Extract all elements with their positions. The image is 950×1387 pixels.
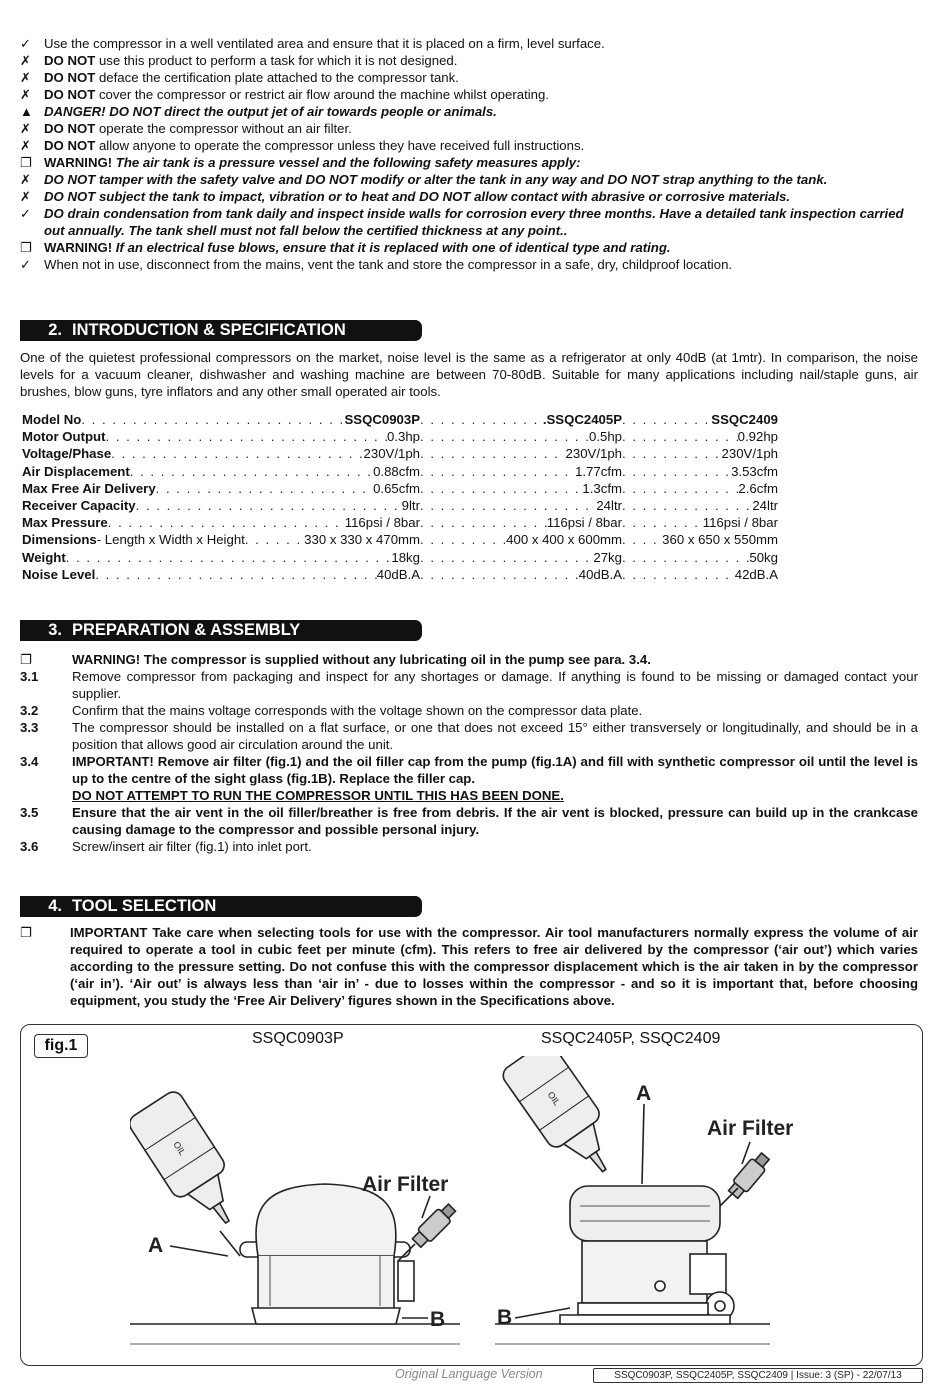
spec-leader-dots — [420, 549, 593, 566]
step-item — [20, 668, 918, 702]
spec-leader-dots — [622, 497, 752, 514]
safety-symbol-icon: ❐ — [20, 240, 32, 255]
spec-value: 0.3hp — [386, 429, 420, 445]
safety-item — [20, 52, 920, 69]
intro-paragraph: One of the quietest professional compressors on the market, noise level is the same as a refrigerator at only 40dB (at 1mtr). In comparison, the noise levels for a vacuum cleaner, dishwasher and washing machine are between 70-80dB. Suitable for many applications including nail/staple guns, air brushes, blow guns, tyre inflators and any other small operated air tools. — [20, 350, 918, 399]
safety-symbol-icon: ✗ — [20, 70, 31, 85]
step-item — [20, 804, 918, 838]
spec-row — [22, 411, 778, 428]
label-a-small: A — [148, 1234, 164, 1257]
safety-symbol-icon: ✓ — [20, 206, 31, 221]
figure-illustration — [130, 1056, 920, 1361]
spec-value: 0.88cfm — [373, 463, 420, 479]
spec-label: Dimensions — [22, 532, 97, 548]
compressor-large-illustration — [495, 1056, 793, 1344]
spec-value: 400 x 400 x 600mm — [506, 532, 622, 548]
safety-item — [20, 137, 920, 154]
safety-symbol-icon: ✓ — [20, 257, 31, 272]
spec-row — [22, 531, 778, 548]
oil-bottle-label-large: OIL — [545, 1089, 563, 1108]
tool-selection-note — [20, 924, 918, 1009]
spec-value: 18kg — [391, 549, 420, 565]
step-number: 3.3 — [20, 720, 39, 735]
spec-value: 116psi / 8bar — [546, 515, 622, 531]
safety-text: DO NOT deface the certification plate attached to the compressor tank. — [44, 70, 459, 85]
spec-row — [22, 428, 778, 445]
step-number: 3.6 — [20, 839, 39, 854]
safety-item — [20, 171, 920, 188]
section-3-warning — [20, 651, 918, 668]
spec-value: 1.3cfm — [582, 480, 622, 496]
safety-item — [20, 120, 920, 137]
step-number: 3.4 — [20, 754, 39, 769]
spec-leader-dots — [622, 549, 749, 566]
spec-value: SSQC0903P — [344, 412, 420, 427]
spec-leader-dots — [420, 531, 506, 548]
safety-text: DO NOT tamper with the safety valve and DO NOT modify or alter the tank in any way and DO NOT strap anything to the tank. — [44, 172, 828, 187]
spec-value: 40dB.A — [578, 566, 622, 582]
spec-value: 27kg — [593, 549, 622, 565]
spec-label: Weight — [22, 549, 66, 565]
spec-value: 1.77cfm — [575, 463, 622, 479]
air-filter-label-large: Air Filter — [707, 1117, 794, 1140]
spec-leader-dots — [420, 463, 575, 480]
safety-item — [20, 69, 920, 86]
safety-symbol-icon: ❐ — [20, 155, 32, 170]
spec-value: .SSQC2405P — [542, 412, 622, 427]
safety-text: DO drain condensation from tank daily and inspect inside walls for corrosion every three months. Have a detailed tank inspection carried out annually. The tank shell must not fall below the certified thickness at any point.. — [44, 206, 904, 238]
spec-value: 230V/1ph — [565, 446, 622, 462]
spec-value: 360 x 650 x 550mm — [662, 532, 778, 548]
section-3-number: 3. — [48, 621, 62, 639]
section-4-title: TOOL SELECTION — [72, 897, 217, 915]
spec-leader-dots — [66, 549, 392, 566]
safety-text: WARNING! If an electrical fuse blows, ensure that it is replaced with one of identical type and rating. — [44, 240, 671, 255]
section-4-header — [20, 896, 422, 917]
spec-leader-dots — [622, 428, 738, 445]
spec-label: Max Free Air Delivery — [22, 480, 156, 496]
safety-text: DANGER! DO NOT direct the output jet of air towards people or animals. — [44, 104, 497, 119]
spec-label: Noise Level — [22, 566, 96, 582]
spec-value: SSQC2409 — [711, 412, 778, 427]
safety-text: DO NOT operate the compressor without an air filter. — [44, 121, 352, 136]
safety-item — [20, 205, 920, 239]
spec-leader-dots — [95, 566, 376, 583]
spec-row — [22, 445, 778, 462]
compressor-small-illustration — [130, 1088, 460, 1344]
spec-leader-dots — [622, 445, 722, 462]
safety-item — [20, 35, 920, 52]
spec-value: 24ltr — [596, 497, 622, 513]
spec-label: Receiver Capacity — [22, 497, 136, 513]
figure-label: fig.1 — [34, 1034, 88, 1058]
step-text: Confirm that the mains voltage corresponds with the voltage shown on the compressor data plate. — [72, 703, 643, 718]
step-item — [20, 838, 918, 855]
spec-leader-dots — [108, 514, 345, 531]
footer-language-note: Original Language Version — [395, 1367, 543, 1381]
spec-leader-dots — [622, 411, 711, 428]
spec-row — [22, 480, 778, 497]
spec-row — [22, 463, 778, 480]
safety-text: DO NOT cover the compressor or restrict air flow around the machine whilst operating. — [44, 87, 549, 102]
safety-item — [20, 86, 920, 103]
safety-item — [20, 239, 920, 256]
spec-value: 3.53cfm — [731, 463, 778, 479]
spec-value: 116psi / 8bar — [344, 515, 420, 531]
spec-leader-dots — [622, 463, 731, 480]
safety-text: DO NOT subject the tank to impact, vibration or to heat and DO NOT allow contact with abrasive or corrosive materials. — [44, 189, 790, 204]
spec-leader-dots — [156, 480, 373, 497]
spec-label-note: - Length x Width x Height — [96, 532, 245, 548]
spec-leader-dots — [420, 445, 566, 462]
safety-symbol-icon: ✗ — [20, 172, 31, 187]
step-item — [20, 753, 918, 804]
safety-symbol-icon: ✗ — [20, 121, 31, 136]
oil-bottle-label-small: OIL — [171, 1139, 188, 1158]
safety-symbol-icon: ✓ — [20, 36, 31, 51]
safety-symbol-icon: ✗ — [20, 189, 31, 204]
spec-leader-dots — [420, 566, 579, 583]
spec-leader-dots — [622, 566, 735, 583]
step-text: Screw/insert air filter (fig.1) into inlet port. — [72, 839, 312, 854]
spec-value: 2.6cfm — [738, 480, 778, 496]
spec-leader-dots — [136, 497, 402, 514]
spec-leader-dots — [245, 531, 304, 548]
spec-value: 116psi / 8bar — [702, 515, 778, 531]
spec-leader-dots — [130, 463, 373, 480]
tool-selection-text: IMPORTANT Take care when selecting tools for use with the compressor. Air tool manufacturers normally express the volume of air required to operate a tool in cubic feet per minute (cfm). This refers to free air delivered by the compressor (‘air out’) which varies according to the pressure setting. Do not confuse this with the compressor displacement which is the air taken in by the compressor (‘air in’). ‘Air out’ is always less than ‘air in’ - due to losses within the compressor - and so it is important that, before choosing equipment, you study the ‘Free Air Delivery’ figures shown in the Specifications above. — [70, 925, 918, 1008]
spec-label: Voltage/Phase — [22, 446, 112, 462]
spec-value: 24ltr — [752, 497, 778, 513]
section-2-header — [20, 320, 422, 341]
label-a-large: A — [636, 1082, 652, 1105]
section-4-number: 4. — [48, 897, 62, 915]
figure-caption-right: SSQC2405P, SSQC2409 — [541, 1030, 721, 1047]
spec-leader-dots — [106, 428, 387, 445]
spec-value: 0.5hp — [588, 429, 622, 445]
step-number: 3.1 — [20, 669, 39, 684]
spec-row — [22, 514, 778, 531]
spec-leader-dots — [622, 531, 662, 548]
spec-label: Model No — [22, 412, 82, 427]
step-text: Remove compressor from packaging and inspect for any shortages or damage. If anything is found to be missing or damaged contact your supplier. — [72, 669, 918, 701]
safety-item — [20, 154, 920, 171]
spec-leader-dots — [420, 480, 582, 497]
spec-table — [22, 411, 778, 583]
safety-symbol-icon: ✗ — [20, 138, 31, 153]
section-3-warning-text: WARNING! The compressor is supplied without any lubricating oil in the pump see para. 3.4. — [72, 652, 651, 667]
safety-symbol-icon: ▲ — [20, 104, 33, 119]
safety-text: DO NOT use this product to perform a task for which it is not designed. — [44, 53, 458, 68]
spec-value: 230V/1ph — [363, 446, 420, 462]
safety-text: When not in use, disconnect from the mains, vent the tank and store the compressor in a safe, dry, childproof location. — [44, 257, 733, 272]
spec-value: 50kg — [749, 549, 778, 565]
spec-leader-dots — [420, 497, 596, 514]
section-3-title: PREPARATION & ASSEMBLY — [72, 621, 301, 639]
spec-value: 42dB.A — [734, 566, 778, 582]
spec-leader-dots — [81, 411, 344, 428]
figure-caption-left: SSQC0903P — [252, 1030, 344, 1047]
spec-value: 230V/1ph — [721, 446, 778, 462]
safety-list — [20, 35, 920, 273]
step-text: Ensure that the air vent in the oil filler/breather is free from debris. If the air vent is blocked, pressure can build up in the crankcase causing damage to the compressor and possible personal injury. — [72, 805, 918, 837]
step-text: IMPORTANT! Remove air filter (fig.1) and the oil filler cap from the pump (fig.1A) and fill with synthetic compressor oil until the level is up to the centre of the sight glass (fig.1B). Replace the filler cap. DO NOT ATTEMPT TO RUN THE COMPRESSOR UNTIL THIS HAS BEEN DONE. — [72, 754, 918, 803]
spec-label: Max Pressure — [22, 515, 108, 531]
spec-leader-dots — [622, 480, 738, 497]
spec-value: 0.92hp — [737, 429, 778, 445]
spec-leader-dots — [420, 428, 589, 445]
safety-symbol-icon: ✗ — [20, 87, 31, 102]
spec-row — [22, 549, 778, 566]
safety-symbol-icon: ✗ — [20, 53, 31, 68]
safety-text: DO NOT allow anyone to operate the compressor unless they have received full instructions. — [44, 138, 585, 153]
spec-label: Air Displacement — [22, 463, 130, 479]
spec-label: Motor Output — [22, 429, 106, 445]
safety-item — [20, 188, 920, 205]
step-item — [20, 702, 918, 719]
section-2-number: 2. — [48, 321, 62, 339]
spec-value: 0.65cfm — [373, 480, 420, 496]
step-number: 3.5 — [20, 805, 39, 820]
air-filter-label-small: Air Filter — [362, 1173, 449, 1196]
safety-item — [20, 256, 920, 273]
warning-box-icon: ❐ — [20, 652, 32, 667]
spec-leader-dots — [420, 514, 547, 531]
safety-text: Use the compressor in a well ventilated area and ensure that it is placed on a firm, level surface. — [44, 36, 605, 51]
note-box-icon: ❐ — [20, 925, 32, 940]
spec-row — [22, 566, 778, 583]
spec-row — [22, 497, 778, 514]
section-3-header — [20, 620, 422, 641]
section-2-title: INTRODUCTION & SPECIFICATION — [72, 321, 346, 339]
step-number: 3.2 — [20, 703, 39, 718]
spec-value: 40dB.A — [376, 566, 420, 582]
spec-leader-dots — [622, 514, 703, 531]
spec-value: 9ltr — [401, 497, 420, 513]
footer-issue-box: SSQC0903P, SSQC2405P, SSQC2409 | Issue: 3 (SP) - 22/07/13 — [593, 1368, 923, 1383]
step-item — [20, 719, 918, 753]
spec-leader-dots — [111, 445, 363, 462]
spec-leader-dots — [420, 411, 543, 428]
step-warning-underlined: DO NOT ATTEMPT TO RUN THE COMPRESSOR UNTIL THIS HAS BEEN DONE. — [72, 788, 564, 803]
label-b-small: B — [430, 1308, 446, 1331]
safety-text: WARNING! The air tank is a pressure vessel and the following safety measures apply: — [44, 155, 581, 170]
step-text: The compressor should be installed on a flat surface, or one that does not exceed 15° either transversely or longitudinally, and should be in a position that allows good air circulation around the unit. — [72, 720, 918, 752]
spec-value: 330 x 330 x 470mm — [304, 532, 420, 548]
safety-item — [20, 103, 920, 120]
label-b-large: B — [497, 1306, 513, 1329]
